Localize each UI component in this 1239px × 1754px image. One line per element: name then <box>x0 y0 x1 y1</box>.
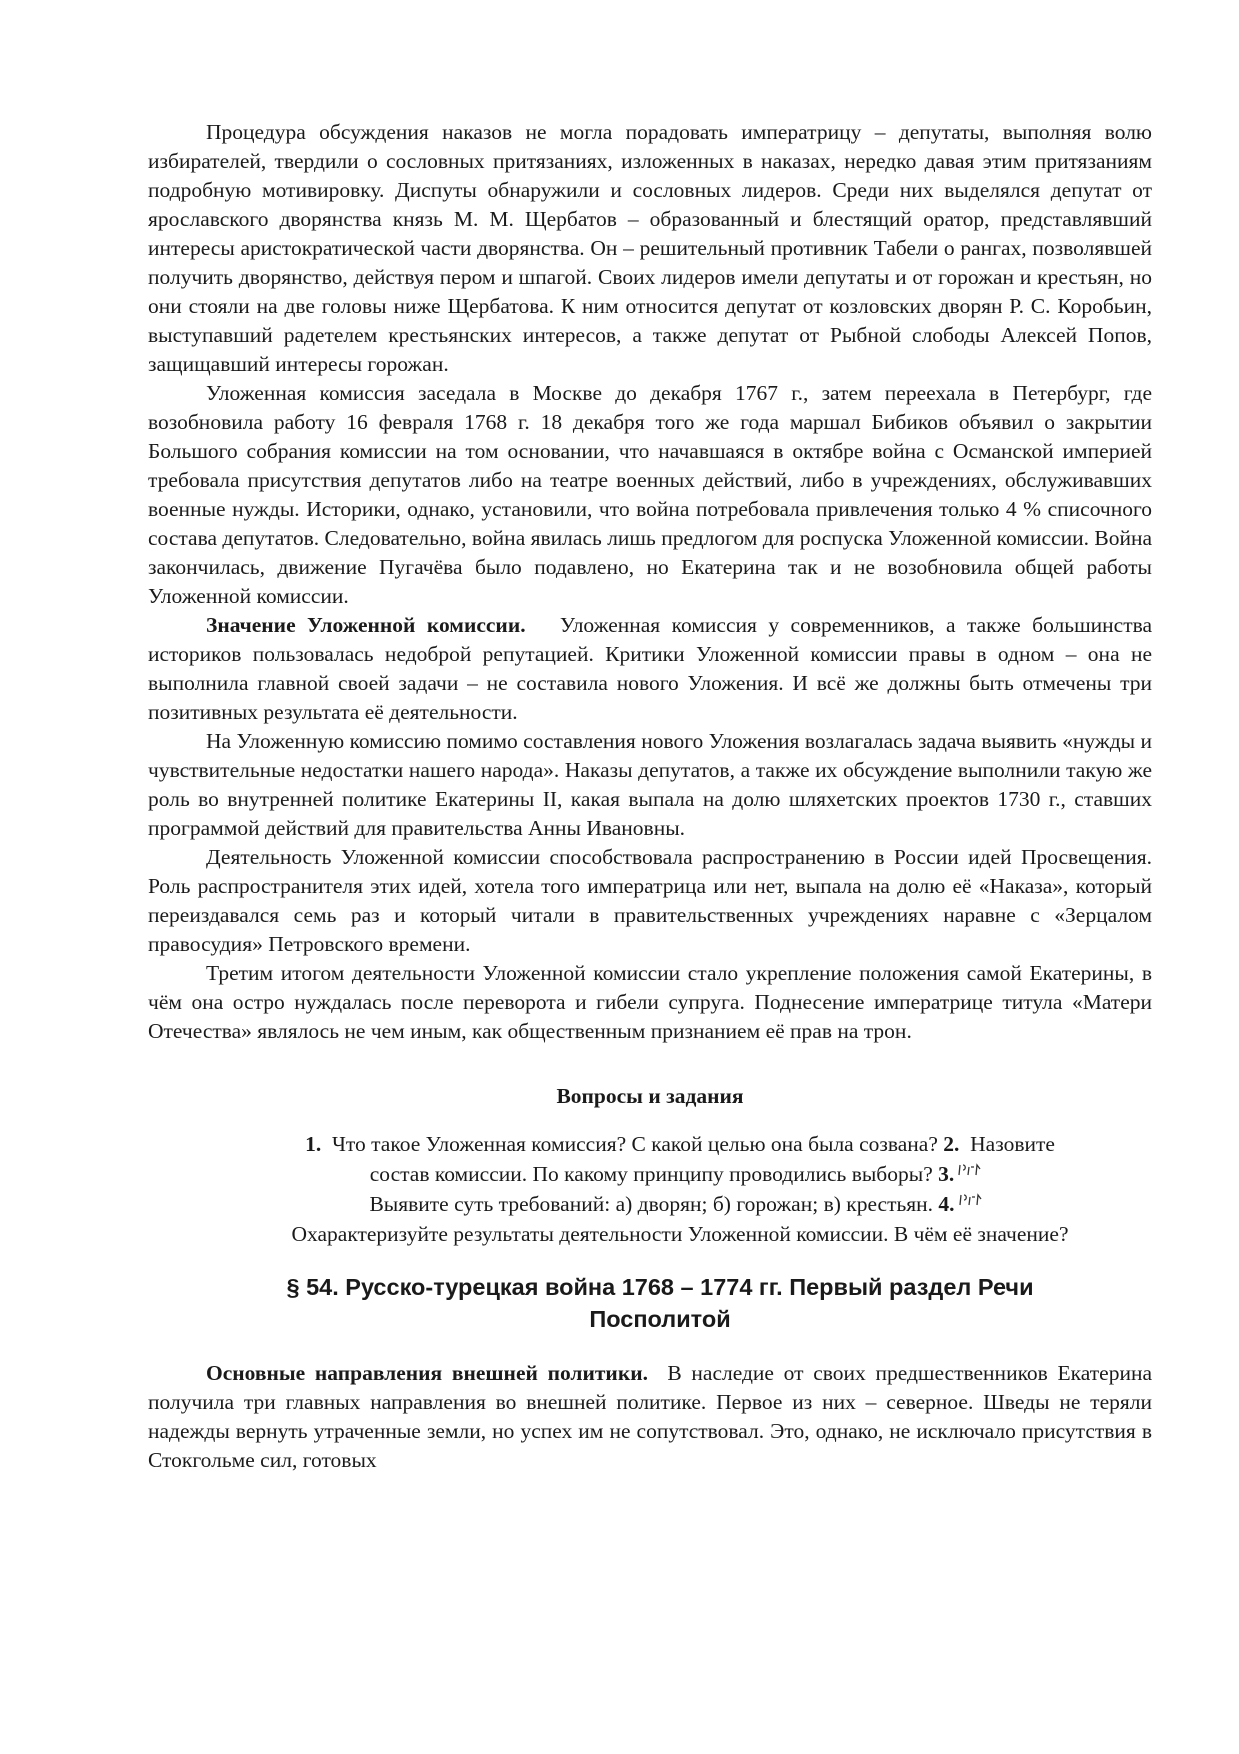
question-text: состав комиссии. По какому принципу проводились выборы? <box>369 1162 933 1186</box>
question-text: Назовите <box>970 1132 1055 1156</box>
question-line <box>208 1159 1152 1189</box>
question-text: Что такое Уложенная комиссия? С какой целью она была созвана? <box>331 1132 938 1156</box>
document-page <box>148 118 1152 1475</box>
paragraph-lead: Значение Уложенной комиссии. <box>206 613 526 637</box>
question-line <box>208 1219 1152 1249</box>
question-number: 2. <box>943 1132 960 1156</box>
paragraph-lead: Основные направления внешней политики. <box>206 1361 648 1385</box>
question-line <box>208 1129 1152 1159</box>
questions-list <box>208 1129 1152 1249</box>
section-title-line: § 54. Русско-турецкая война 1768 – 1774 гг. Первый раздел Речи <box>286 1274 1034 1300</box>
question-number: 1. <box>305 1132 322 1156</box>
paragraph-text: Уложенная комиссия у современников, а также большинства историков пользовалась недоброй репутацией. Критики Уложенной комиссии правы в одном – она не выполнила главной своей задачи – не составила нового Уложения. И всё же должны быть отмечены три позитивных результата её деятельности. <box>148 613 1153 724</box>
paragraph-text: В наследие от своих предшественников Екатерина получила три главных направления во внешней политике. Первое из них – северное. Шведы не теряли надежды вернуть утраченные земли, но успех им не сопутствовал. Это, однако, не исключало присутствия в Стокгольме сил, готовых <box>148 1361 1153 1472</box>
question-text: Выявите суть требований: а) дворян; б) горожан; в) крестьян. <box>369 1192 934 1216</box>
question-number: 3. <box>938 1162 955 1186</box>
paragraph: На Уложенную комиссию помимо составления нового Уложения возлагалась задача выявить «нужды и чувствительные недостатки нашего народа». Наказы депутатов, а также их обсуждение выполнили такую же роль во внутренней политике Екатерины II, какая выпала на долю шляхетских проектов 1730 г., ставших программой действий для правительства Анны Ивановны. <box>148 729 1152 840</box>
questions-heading: Вопросы и задания <box>556 1084 744 1108</box>
paragraph: Уложенная комиссия заседала в Москве до декабря 1767 г., затем переехала в Петербург, где возобновила работу 16 февраля 1768 г. 18 декабря того же года маршал Бибиков объявил о закрытии Большого собрания комиссии на том основании, что начавшаяся в октябре война с Османской империей требовала присутствия депутатов либо на театре военных действий, либо в учреждениях, обслуживавших военные нужды. Историки, однако, установили, что война потребовала привлечения только 4 % списочного состава депутатов. Следовательно, война явилась лишь предлогом для роспуска Уложенной комиссии. Война закончилась, движение Пугачёва было подавлено, но Екатерина так и не возобновила общей работы Уложенной комиссии. <box>148 381 1152 608</box>
paragraph: Процедура обсуждения наказов не могла порадовать императрицу – депутаты, выполняя волю избирателей, твердили о сословных притязаниях, изложенных в наказах, нередко давая этим притязаниям подробную мотивировку. Диспуты обнаружили и сословных лидеров. Среди них выделялся депутат от ярославского дворянства князь М. М. Щербатов – образованный и блестящий оратор, представлявший интересы аристократической части дворянства. Он – решительный противник Табели о рангах, позволявшей получить дворянство, действуя пером и шпагой. Своих лидеров имели депутаты и от горожан и крестьян, но они стояли на две головы ниже Щербатова. К ним относится депутат от козловских дворян Р. С. Коробьин, выступавший радетелем крестьянских интересов, а также депутат от Рыбной слободы Алексей Попов, защищавший интересы горожан. <box>148 120 1152 376</box>
question-text: Охарактеризуйте результаты деятельности Уложенной комиссии. В чём её значение? <box>291 1222 1069 1246</box>
paragraph: Деятельность Уложенной комиссии способствовала распространению в России идей Просвещения. Роль распространителя этих идей, хотела того императрица или нет, выпала на долю её «Наказа», который переиздавался семь раз и который читали в правительственных учреждениях наравне с «Зерцалом правосудия» Петровского времени. <box>148 845 1152 956</box>
section-title-line: Посполитой <box>589 1306 731 1332</box>
scan-artifact-icon <box>956 1161 990 1177</box>
paragraph <box>148 1359 1152 1475</box>
paragraph <box>148 611 1152 727</box>
section-title <box>148 1271 1152 1335</box>
question-number: 4. <box>938 1192 955 1216</box>
paragraph: Третим итогом деятельности Уложенной комиссии стало укрепление положения самой Екатерины, в чём она остро нуждалась после переворота и гибели супруга. Поднесение императрице титула «Матери Отечества» являлось не чем иным, как общественным признанием её прав на трон. <box>148 961 1152 1043</box>
question-line <box>208 1189 1152 1219</box>
scan-artifact-icon <box>957 1191 991 1207</box>
